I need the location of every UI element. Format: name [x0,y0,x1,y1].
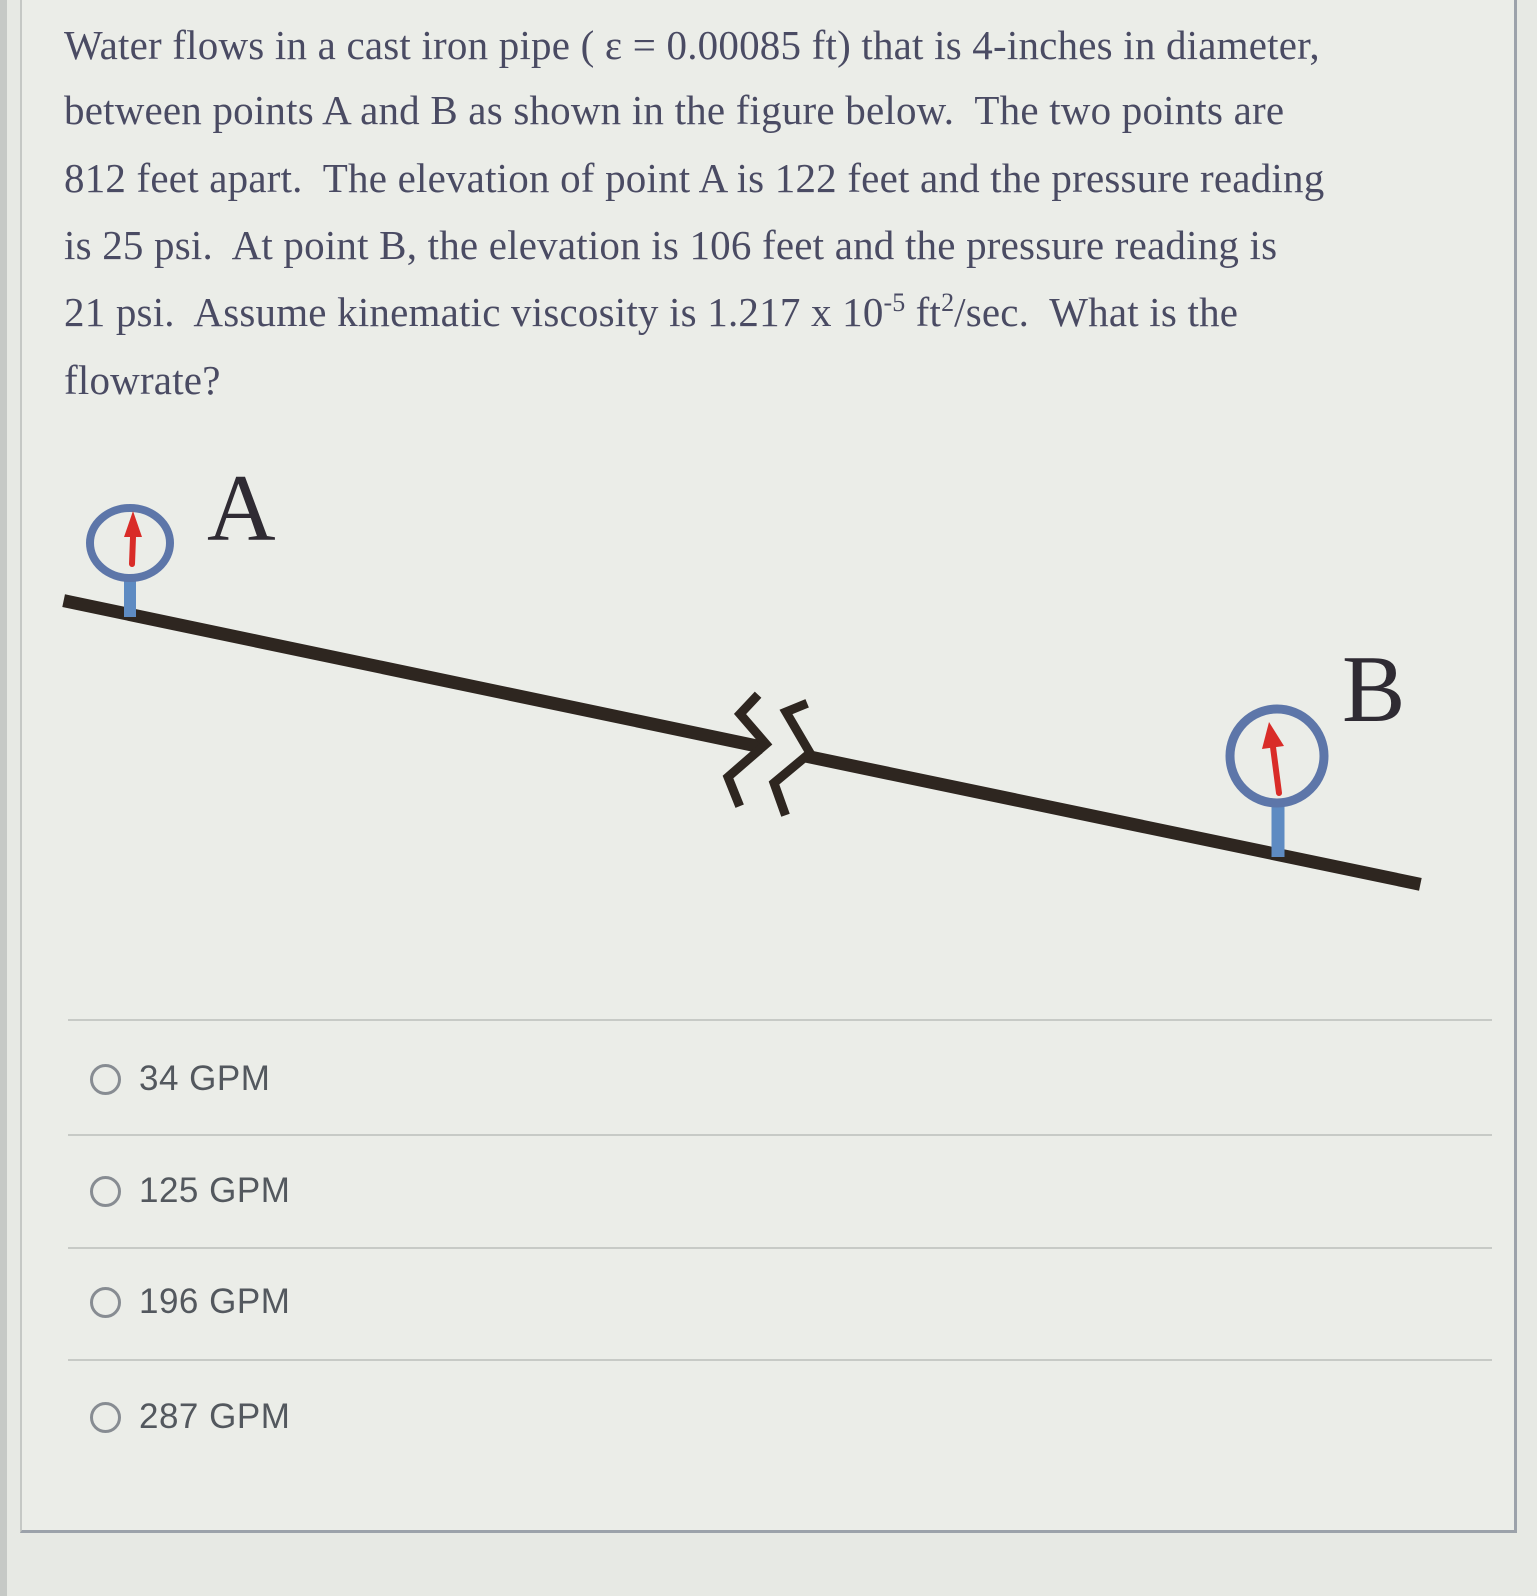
answer-option-2[interactable] [90,1162,1490,1220]
pipe-segment-left [70,602,757,746]
question-card [20,0,1517,1533]
divider [68,1134,1492,1136]
question-line-3: 812 feet apart. The elevation of point A is 122 feet and the pressure reading [64,155,1325,201]
option-label: 34 GPM [139,1059,271,1098]
question-line-6: flowrate? [64,357,221,403]
divider [68,1359,1492,1361]
pipe-diagram [22,440,1519,920]
question-line-4: is 25 psi. At point B, the elevation is 106 feet and the pressure reading is [64,222,1278,268]
radio-button[interactable] [90,1402,121,1433]
answer-option-4[interactable] [90,1388,1490,1446]
option-label: 287 GPM [139,1397,291,1436]
superscript-exponent: -5 [883,288,906,317]
superscript-exponent: 2 [941,288,955,317]
answer-option-1[interactable] [90,1050,1490,1108]
divider [68,1247,1492,1249]
pressure-gauge-a-icon [90,508,170,617]
pipe-break-icon [774,705,810,811]
radio-button[interactable] [90,1064,121,1095]
option-label: 125 GPM [139,1171,291,1210]
point-b-label: B [1342,636,1406,742]
answer-option-3[interactable] [90,1273,1490,1331]
divider [68,1019,1492,1021]
option-label: 196 GPM [139,1282,291,1321]
question-line-1: Water flows in a cast iron pipe ( ε = 0.00085 ft) that is 4-inches in diameter, [64,22,1320,68]
point-a-label: A [207,455,276,561]
question-line-5: 21 psi. Assume kinematic viscosity is 1.217 x $10^{-5}$ $ft^2/\sec$. What is the [64,288,1239,335]
radio-button[interactable] [90,1176,121,1207]
question-line-2: between points A and B as shown in the figure below. The two points are [64,87,1285,133]
gauge-needle-icon [132,537,133,564]
screen-edge [0,0,7,1596]
pressure-gauge-b-icon [1230,709,1324,857]
radio-button[interactable] [90,1287,121,1318]
